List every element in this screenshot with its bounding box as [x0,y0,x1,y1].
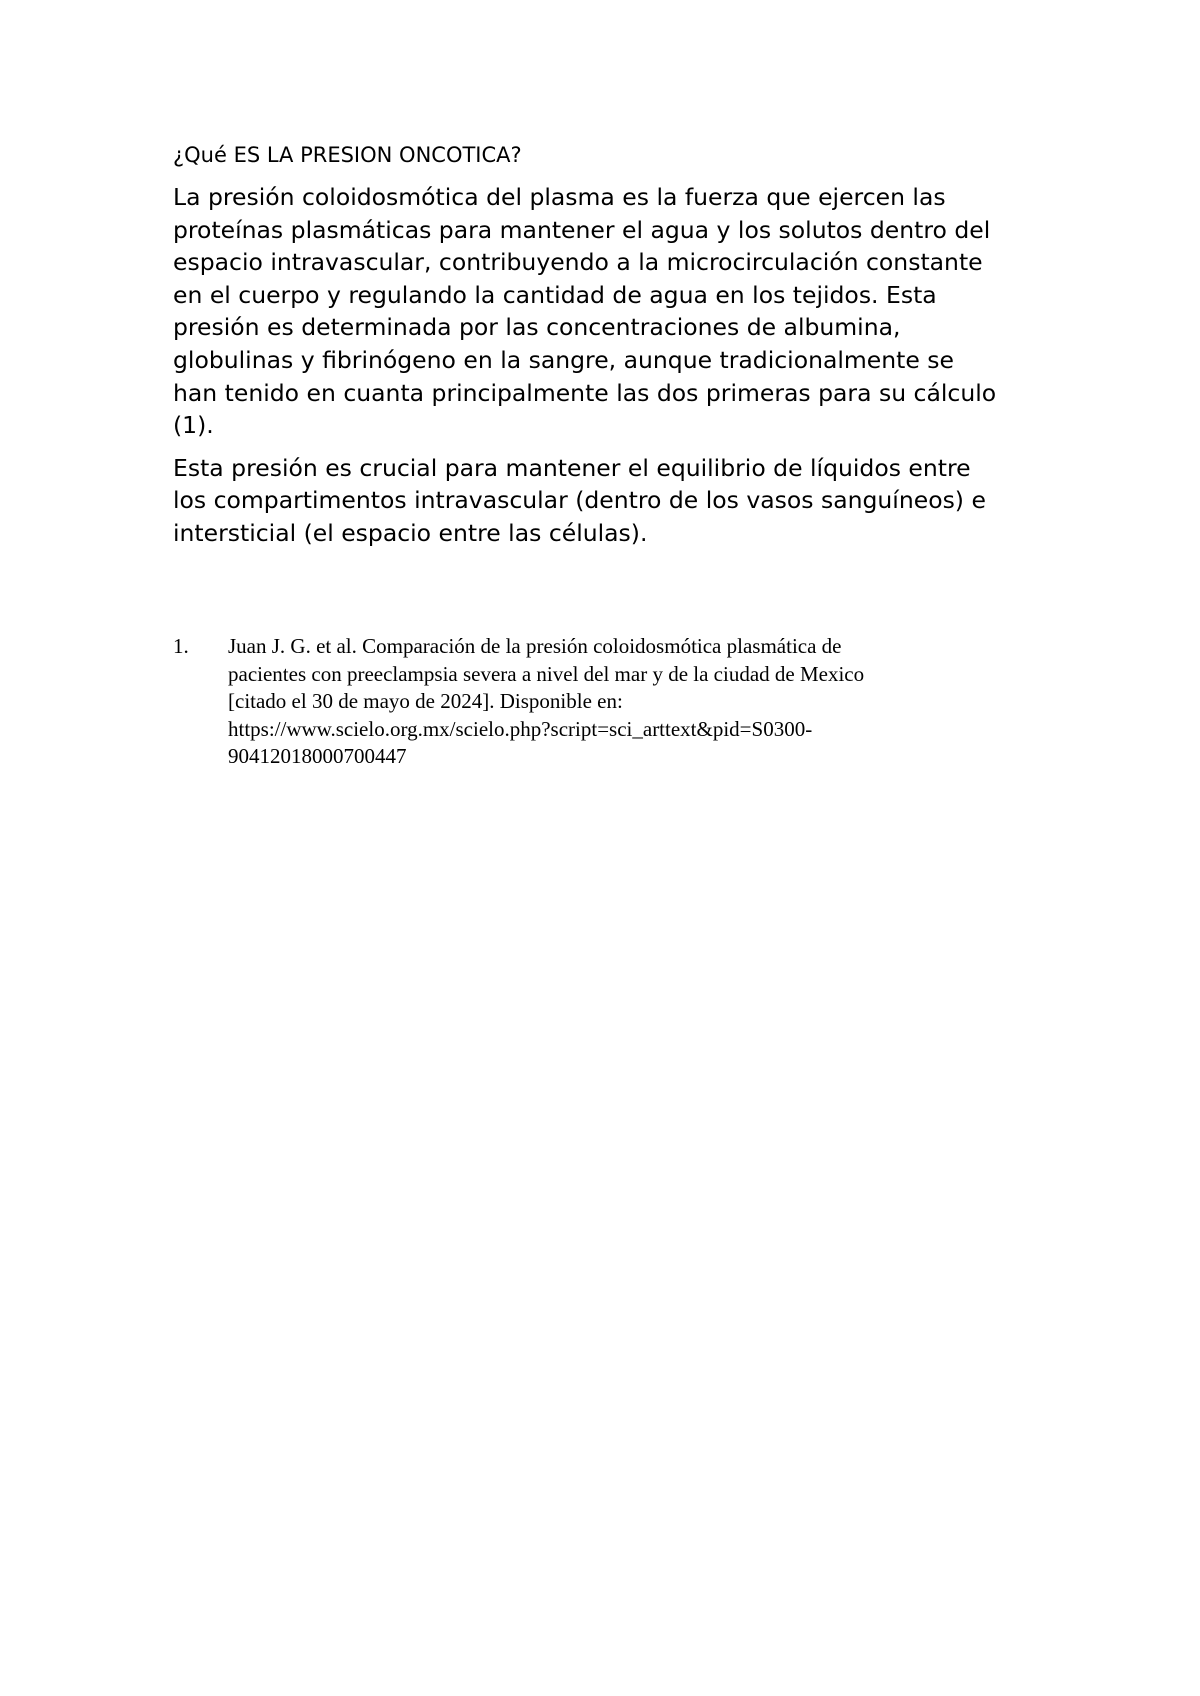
paragraph-2-line: Esta presión es crucial para mantener el equilibrio de líquidos entre [173,453,971,482]
paragraph-1-line: La presión coloidosmótica del plasma es la fuerza que ejercen las [173,183,946,211]
paragraph-1-line: han tenido en cuanta principalmente las dos primeras para su cálculo [173,378,997,407]
reference-line: pacientes con preeclampsia severa a nivel del mar y de la ciudad de Mexico [228,661,865,686]
document-heading: ¿Qué ES LA PRESION ONCOTICA? [173,143,522,167]
reference-line: [citado el 30 de mayo de 2024]. Disponible en: [228,689,623,713]
document-body [173,140,1043,560]
reference-list [173,633,973,771]
paragraph-1-line: en el cuerpo y regulando la cantidad de agua en los tejidos. Esta [173,280,937,309]
paragraph-1-line: globulinas y fibrinógeno en la sangre, aunque tradicionalmente se [173,345,954,374]
reference-url-line[interactable]: 90412018000700447 [228,744,407,768]
paragraph-1-line: proteínas plasmáticas para mantener el agua y los solutos dentro del [173,215,991,244]
paragraph-2-line: intersticial (el espacio entre las células). [173,518,648,547]
paragraph-1 [173,181,1043,442]
paragraph-1-line: presión es determinada por las concentraciones de albumina, [173,313,901,342]
reference-line: Juan J. G. et al. Comparación de la presión coloidosmótica plasmática de [228,634,842,658]
reference-number: 1. [173,634,189,658]
paragraph-2-line: los compartimentos intravascular (dentro de los vasos sanguíneos) e [173,486,986,515]
reference-item [173,633,973,771]
reference-url-line[interactable]: https://www.scielo.org.mx/scielo.php?script=sci_arttext&pid=S0300- [228,716,813,741]
paragraph-1-line: espacio intravascular, contribuyendo a la microcirculación constante [173,248,983,277]
reference-text [228,633,973,771]
paragraph-1-line: (1). [173,411,214,440]
paragraph-2 [173,452,1043,550]
